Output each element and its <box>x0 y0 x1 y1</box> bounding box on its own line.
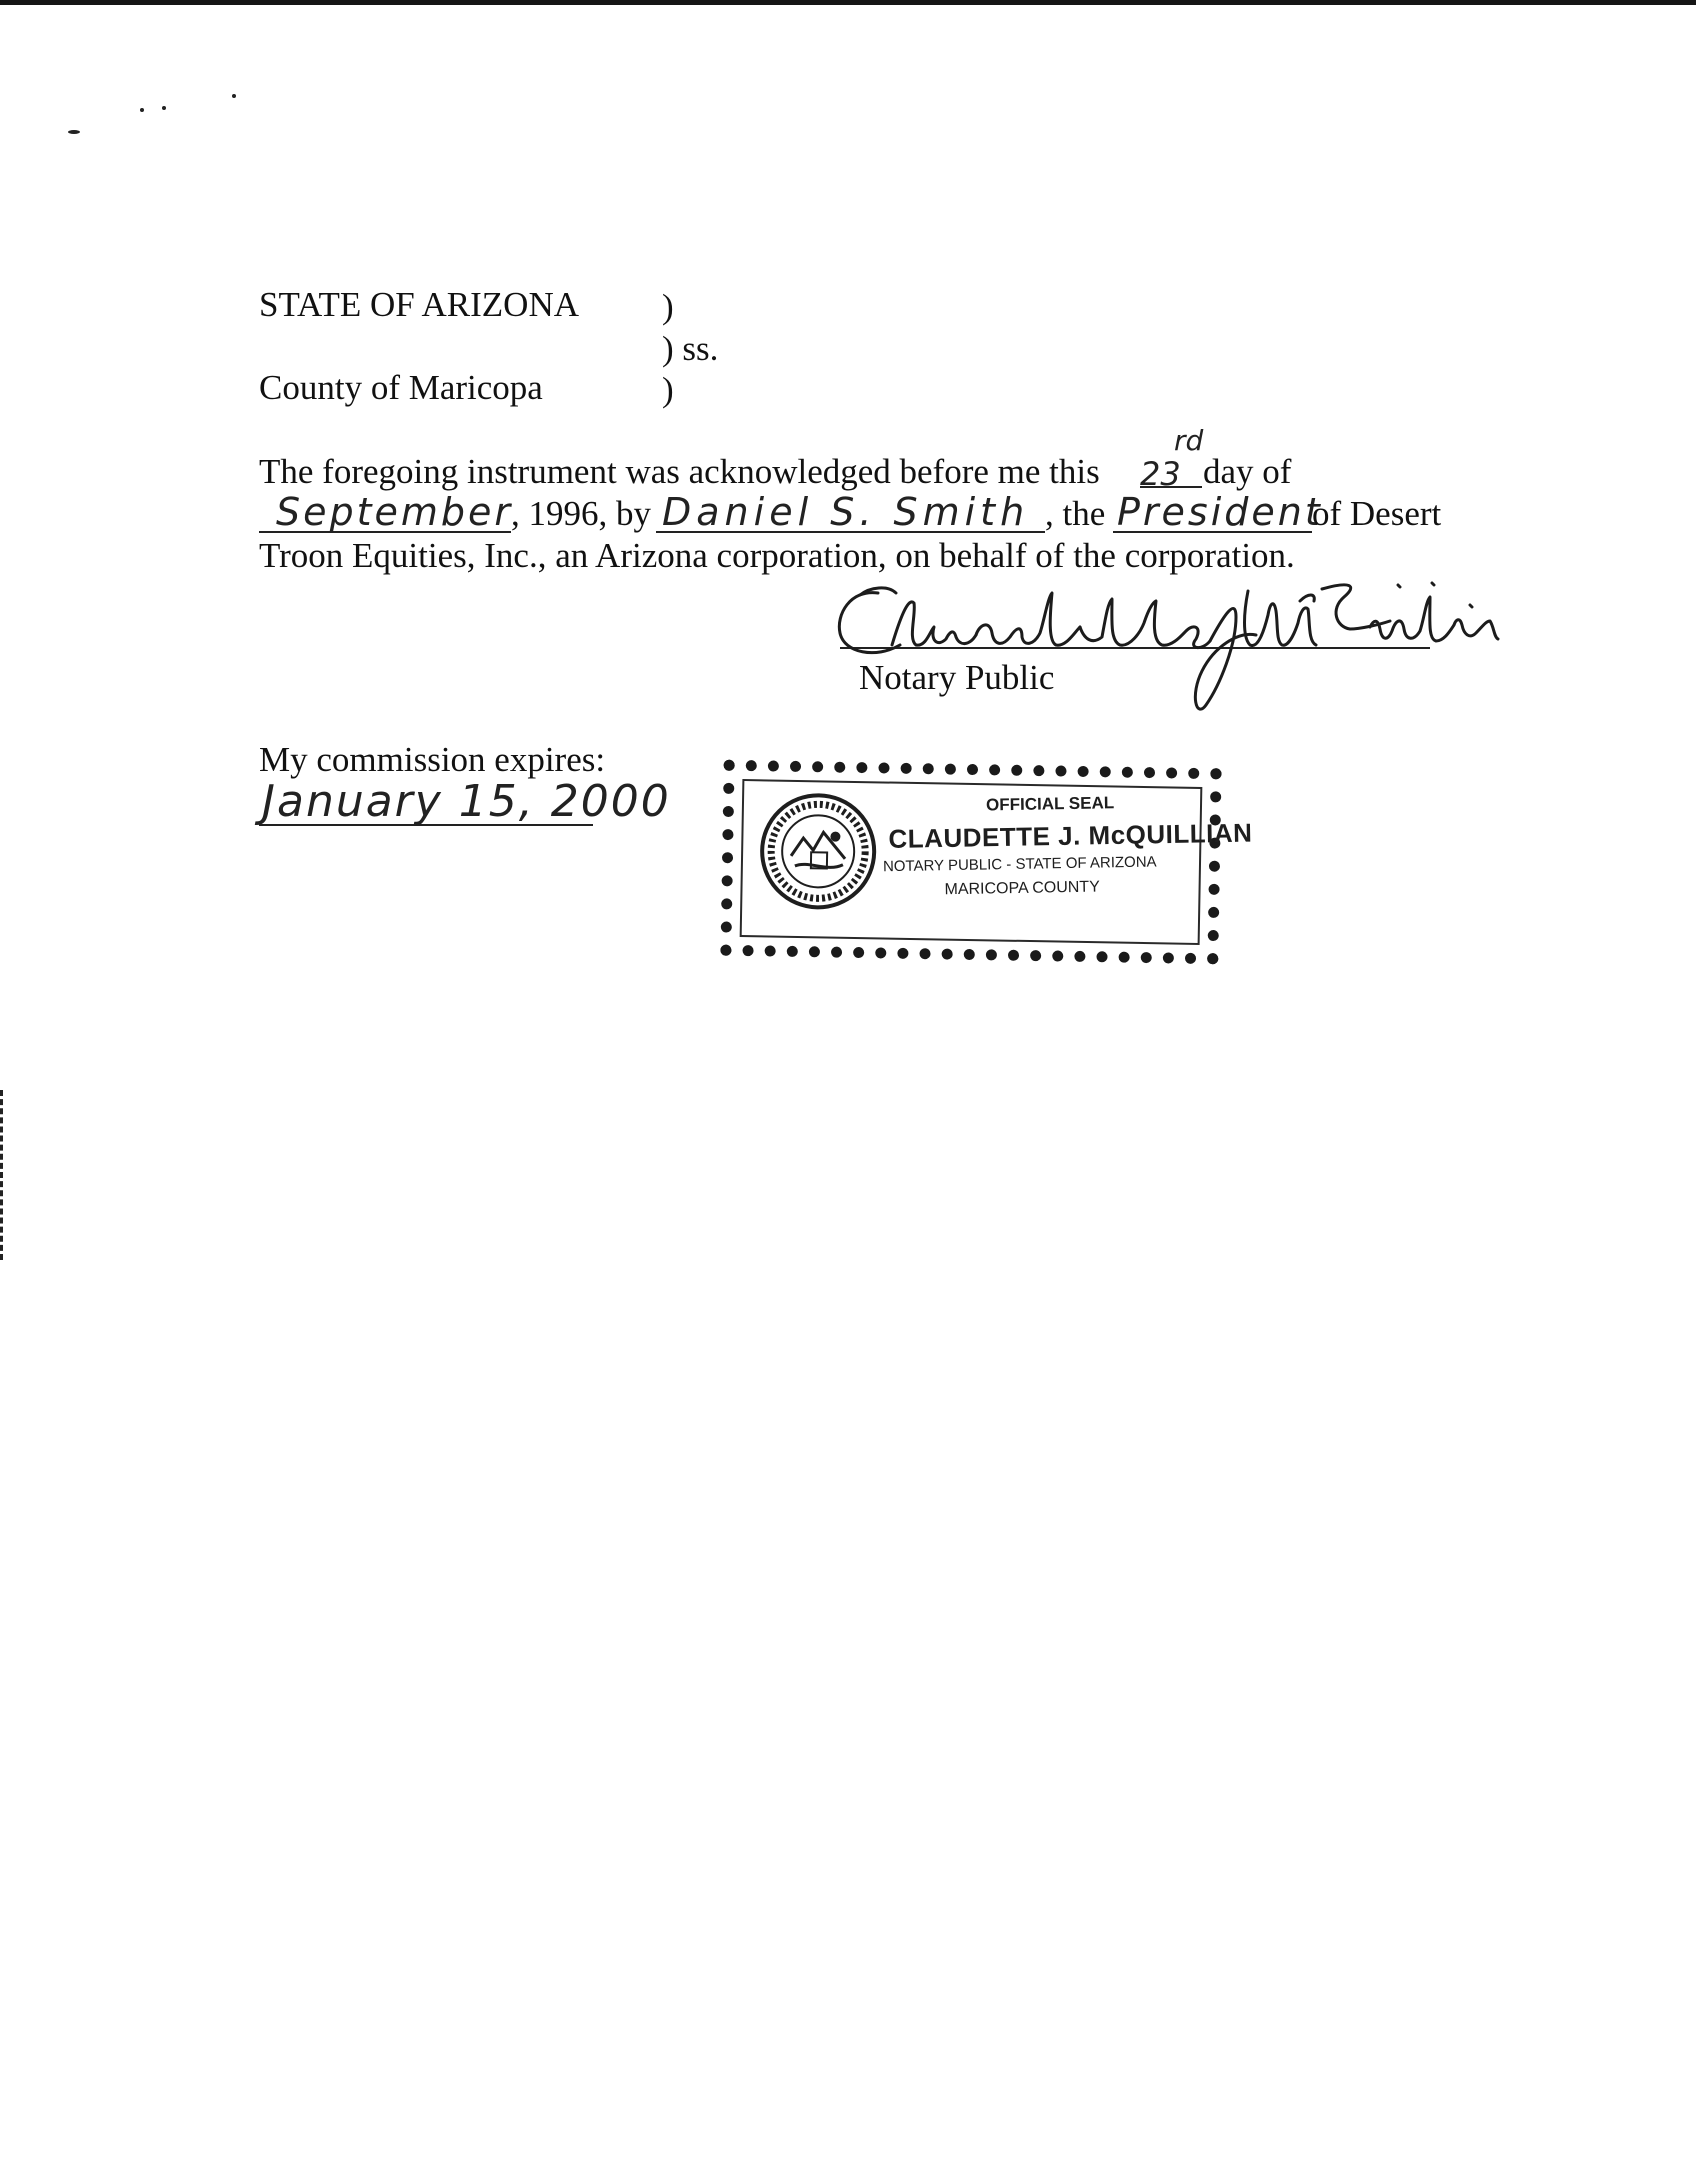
venue-county: County of Maricopa <box>259 368 543 407</box>
scan-speck <box>162 106 166 110</box>
seal-title: OFFICIAL SEAL <box>985 793 1115 815</box>
day-suffix-handwritten: rd <box>1174 424 1204 457</box>
arizona-state-seal-icon <box>758 791 878 911</box>
commission-date-handwritten: January 15, 2000 <box>262 776 671 827</box>
scan-speck <box>140 108 144 112</box>
seal-notary-name: CLAUDETTE J. McQUILLIAN <box>888 817 1253 854</box>
scan-edge-left <box>0 1090 11 1260</box>
acknowledgment-text: The foregoing instrument was acknowledged before me this <box>259 452 1100 491</box>
acknowledgment-text: of Desert <box>1312 494 1442 533</box>
venue-state: STATE OF ARIZONA <box>259 285 579 324</box>
venue-ss: ) ss. <box>662 329 719 368</box>
notary-signature <box>830 575 1510 720</box>
seal-county: MARICOPA COUNTY <box>944 878 1100 899</box>
acknowledgment-text: Troon Equities, Inc., an Arizona corporation, on behalf of the corporation. <box>259 536 1295 575</box>
scan-edge-top <box>0 0 1696 5</box>
venue-paren: ) <box>662 370 674 409</box>
official-seal-stamp <box>720 760 1253 965</box>
title-handwritten: President <box>1117 490 1323 534</box>
month-handwritten: September <box>276 490 514 534</box>
venue-paren: ) <box>662 287 674 326</box>
acknowledgment-text: , 1996, by <box>511 494 651 533</box>
acknowledgment-text: , the <box>1045 494 1106 533</box>
commission-label: My commission expires: <box>259 740 606 779</box>
seal-commission-state: NOTARY PUBLIC - STATE OF ARIZONA <box>882 853 1157 876</box>
scan-speck <box>68 130 80 134</box>
name-handwritten: Daniel S. Smith <box>662 490 1030 534</box>
scan-speck <box>232 94 236 98</box>
notary-public-caption: Notary Public <box>859 658 1055 697</box>
acknowledgment-text: day of <box>1203 452 1292 491</box>
day-handwritten: 23 <box>1140 455 1181 493</box>
